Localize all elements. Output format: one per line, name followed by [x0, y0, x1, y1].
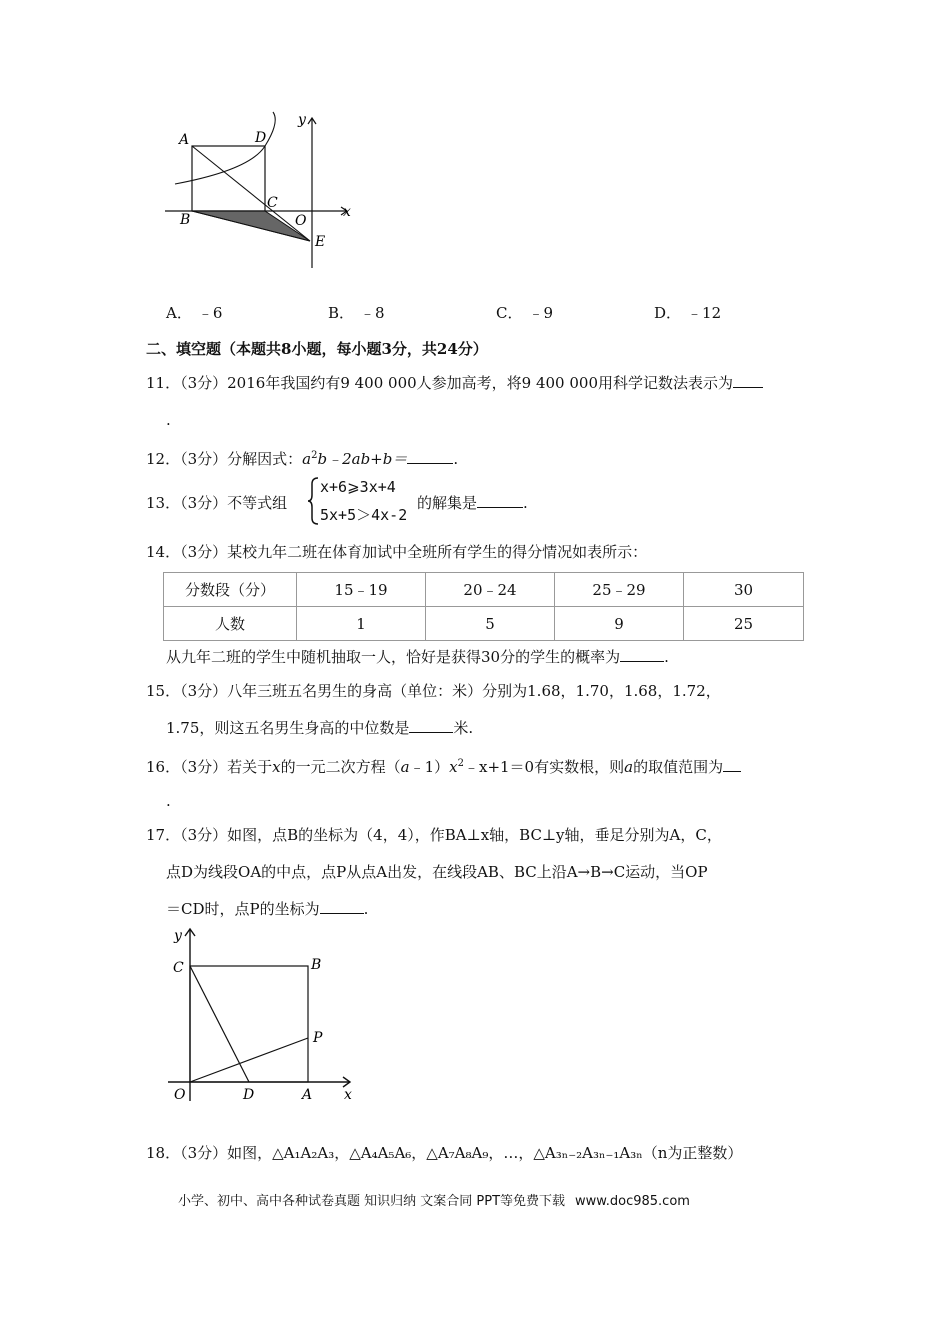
table-cell: 30 — [684, 573, 804, 607]
label-b: B — [180, 212, 191, 228]
segment-op — [190, 1038, 308, 1082]
score-table — [163, 572, 804, 641]
label-o: O — [174, 1087, 186, 1103]
question-score: （3分） — [180, 758, 228, 776]
section-heading: 二、填空题（本题共8小题，每小题3分，共24分） — [146, 340, 488, 358]
question-18 — [146, 1143, 742, 1163]
question-16-end: . — [166, 792, 171, 810]
segment-ae — [192, 146, 310, 241]
table-cell: 人数 — [164, 607, 297, 641]
question-text: 八年三班五名男生的身高（单位：米）分别为1.68，1.70，1.68，1.72， — [227, 682, 721, 700]
rectangle-abcd — [192, 146, 265, 211]
square-oabc — [190, 966, 308, 1082]
question-end: . — [453, 450, 459, 468]
table-cell: 25 — [684, 607, 804, 641]
question-number: 13． — [146, 494, 181, 512]
label-e: E — [315, 234, 326, 250]
table-cell: 20﹣24 — [426, 573, 555, 607]
question-11-end: . — [166, 411, 171, 429]
table-cell: 5 — [426, 607, 555, 641]
q10-option-d: D． ﹣12 — [654, 304, 722, 322]
question-score: （3分） — [180, 543, 228, 561]
question-text: 某校九年二班在体育加试中全班所有学生的得分情况如表所示： — [227, 543, 648, 561]
table-cell: 分数段（分） — [164, 573, 297, 607]
label-p: P — [313, 1030, 323, 1046]
q10-option-a: A． ﹣6 — [166, 304, 223, 322]
answer-blank — [407, 449, 453, 464]
answer-blank — [320, 899, 364, 914]
label-a: A — [302, 1087, 313, 1103]
page-footer — [178, 1190, 690, 1209]
label-d: D — [243, 1087, 255, 1103]
label-y: y — [298, 112, 306, 128]
question-16: 16．（3分）若关于x的一元二次方程$(a﹣1)x^2﹣x+1=0$有实数根，则a的取值范围为 — [146, 754, 741, 777]
table-row — [164, 607, 804, 641]
q17-figure — [160, 925, 360, 1105]
segment-cd — [190, 966, 249, 1082]
answer-blank — [620, 647, 664, 662]
q10-option-b: B． ﹣8 — [328, 304, 385, 322]
label-x: x — [343, 204, 351, 220]
question-text: 分解因式： — [227, 450, 303, 468]
question-number: 14． — [146, 543, 181, 561]
question-text: 2016年我国约有9 400 000人参加高考，将9 400 000用科学记数法表示为 — [227, 374, 733, 392]
label-c: C — [173, 960, 184, 976]
label-y: y — [174, 928, 182, 944]
question-text: 不等式组 — [227, 494, 288, 512]
footer-link[interactable]: www.doc985.com — [575, 1194, 690, 1209]
label-b: B — [311, 957, 322, 973]
footer-text: 小学、初中、高中各种试卷真题 知识归纳 文案合同 PPT等免费下载 — [178, 1194, 566, 1209]
label-o: O — [295, 213, 307, 229]
question-number: 16． — [146, 758, 181, 776]
table-cell: 9 — [555, 607, 684, 641]
inequality-line-1: x+6⩾3x+4 — [320, 478, 396, 496]
question-13 — [146, 493, 287, 513]
question-number: 11． — [146, 374, 181, 392]
expr-a: a — [302, 450, 312, 468]
question-score: （3分） — [180, 682, 228, 700]
expr-rest: b﹣2ab+b＝ — [317, 450, 408, 468]
question-score: （3分） — [180, 374, 228, 392]
question-score: （3分） — [180, 450, 228, 468]
question-14-followup: 从九年二班的学生中随机抽取一人，恰好是获得30分的学生的概率为 . — [166, 648, 669, 666]
question-17 — [146, 825, 722, 845]
question-15-line-2: 1.75，则这五名男生身高的中位数是 米. — [166, 719, 474, 737]
answer-blank — [409, 718, 453, 733]
label-x: x — [344, 1087, 352, 1103]
q10-figure — [155, 110, 355, 275]
question-17-line-3: ＝CD时，点P的坐标为 . — [166, 900, 369, 918]
answer-blank — [723, 757, 741, 772]
q10-option-c: C． ﹣9 — [496, 304, 554, 322]
question-12 — [146, 446, 458, 469]
table-cell: 15﹣19 — [297, 573, 426, 607]
question-score: （3分） — [180, 1144, 228, 1162]
question-text: 如图，△A₁A₂A₃，△A₄A₅A₆，△A₇A₈A₉，…，△A₃ₙ₋₂A₃ₙ₋₁A₃ₙ（n为正整数） — [227, 1144, 743, 1162]
answer-blank — [733, 373, 763, 388]
label-a: A — [179, 132, 190, 148]
table-cell: 25﹣29 — [555, 573, 684, 607]
table-cell: 1 — [297, 607, 426, 641]
brace-icon — [308, 476, 320, 526]
table-row — [164, 573, 804, 607]
question-text: 如图，点B的坐标为（4，4），作BA⊥x轴，BC⊥y轴，垂足分别为A，C， — [227, 826, 722, 844]
label-c: C — [267, 195, 278, 211]
inequality-line-2: 5x+5＞4x-2 — [320, 506, 408, 524]
question-15 — [146, 681, 721, 701]
question-11 — [146, 373, 763, 393]
answer-blank — [477, 493, 523, 508]
question-score: （3分） — [180, 826, 228, 844]
expr-sup: 2 — [311, 450, 318, 461]
question-13-tail: 的解集是 . — [417, 494, 528, 512]
question-number: 12． — [146, 450, 181, 468]
question-14 — [146, 542, 647, 562]
question-17-line-2: 点D为线段OA的中点，点P从点A出发，在线段AB、BC上沿A→B→C运动，当OP — [166, 863, 708, 881]
question-number: 15． — [146, 682, 181, 700]
label-d: D — [255, 130, 267, 146]
question-score: （3分） — [180, 494, 228, 512]
question-number: 18． — [146, 1144, 181, 1162]
question-number: 17． — [146, 826, 181, 844]
